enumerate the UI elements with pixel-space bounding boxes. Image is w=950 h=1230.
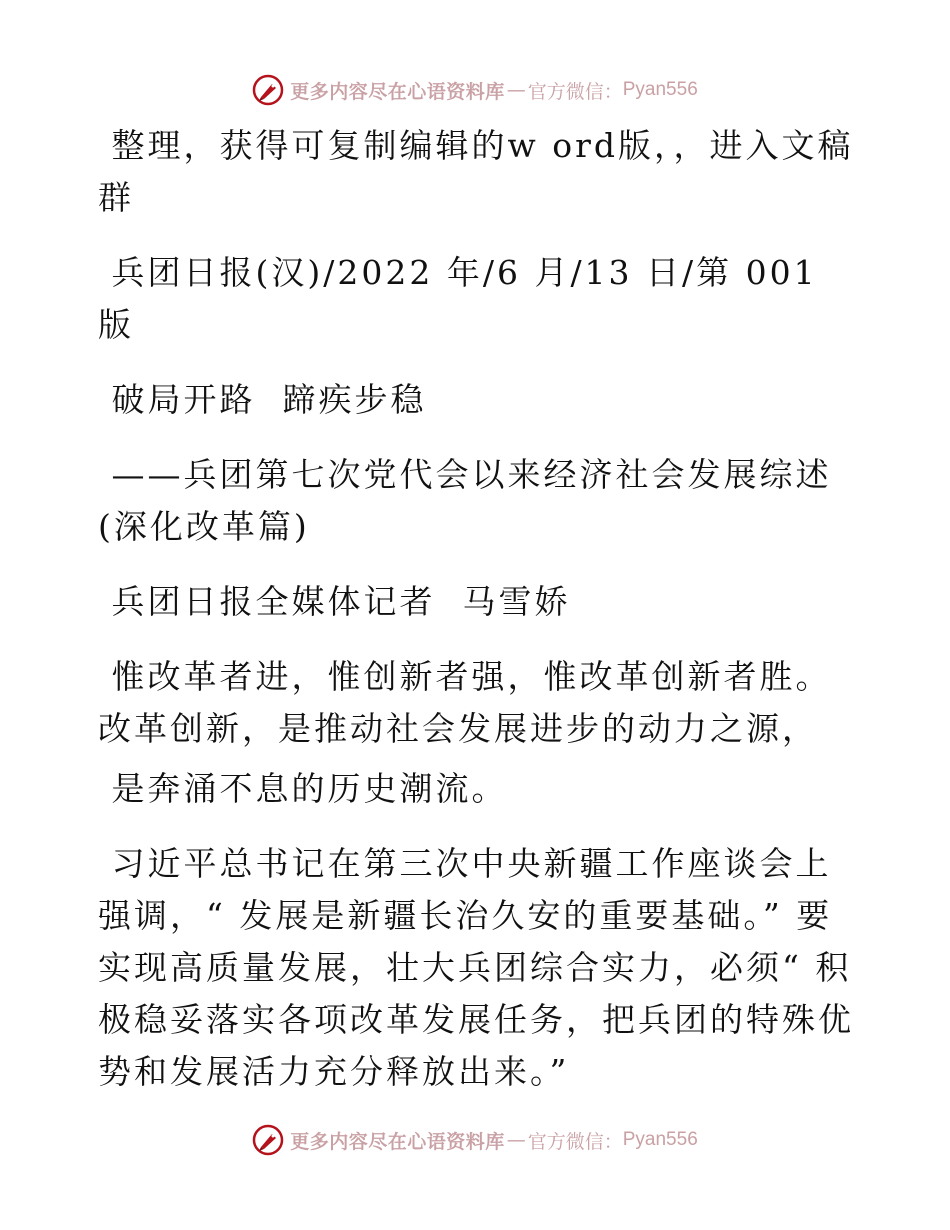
banner-wechat-id: Pyan556 (622, 79, 698, 100)
paragraph-body-2: 是奔涌不息的历史潮流。 (98, 769, 508, 808)
pen-nib-logo-icon (252, 74, 284, 106)
banner-brand-text: 更多内容尽在心语资料库 (290, 80, 505, 103)
paragraph-source: 兵团日报(汉)/2022 年/6 月/13 日/第 001 版 (98, 253, 832, 344)
article-byline: 兵团日报全媒体记者 马雪娇 (98, 582, 571, 621)
paragraph-body-1: 惟改革者进，惟创新者强，惟改革创新者胜。改革创新，是推动社会发展进步的动力之源， (98, 657, 832, 748)
article-title: 破局开路 蹄疾步稳 (98, 380, 427, 419)
footer-banner (0, 1120, 950, 1160)
article-subtitle: ——兵团第七次党代会以来经济社会发展综述(深化改革篇) (98, 455, 832, 546)
banner-brand-text: 更多内容尽在心语资料库 (290, 1130, 505, 1153)
banner-wechat-id: Pyan556 (622, 1129, 698, 1150)
document-body (98, 120, 858, 1121)
banner-wechat-label: 官方微信： (527, 80, 623, 103)
banner-dash: — (506, 79, 526, 101)
paragraph-intro: 整理，获得可复制编辑的w ord版，，进入文稿群 (98, 126, 854, 217)
pen-nib-logo-icon (252, 1124, 284, 1156)
banner-dash: — (506, 1129, 526, 1151)
paragraph-body-3: 习近平总书记在第三次中央新疆工作座谈会上强调，“ 发展是新疆长治久安的重要基础。” 要实现高质量发展，壮大兵团综合实力，必须“ 积极稳妥落实各项改革发展任务，把兵团的特殊优势和发展活力充分释放出来。” (98, 844, 854, 1091)
header-banner (0, 70, 950, 110)
banner-wechat-label: 官方微信： (527, 1130, 623, 1153)
